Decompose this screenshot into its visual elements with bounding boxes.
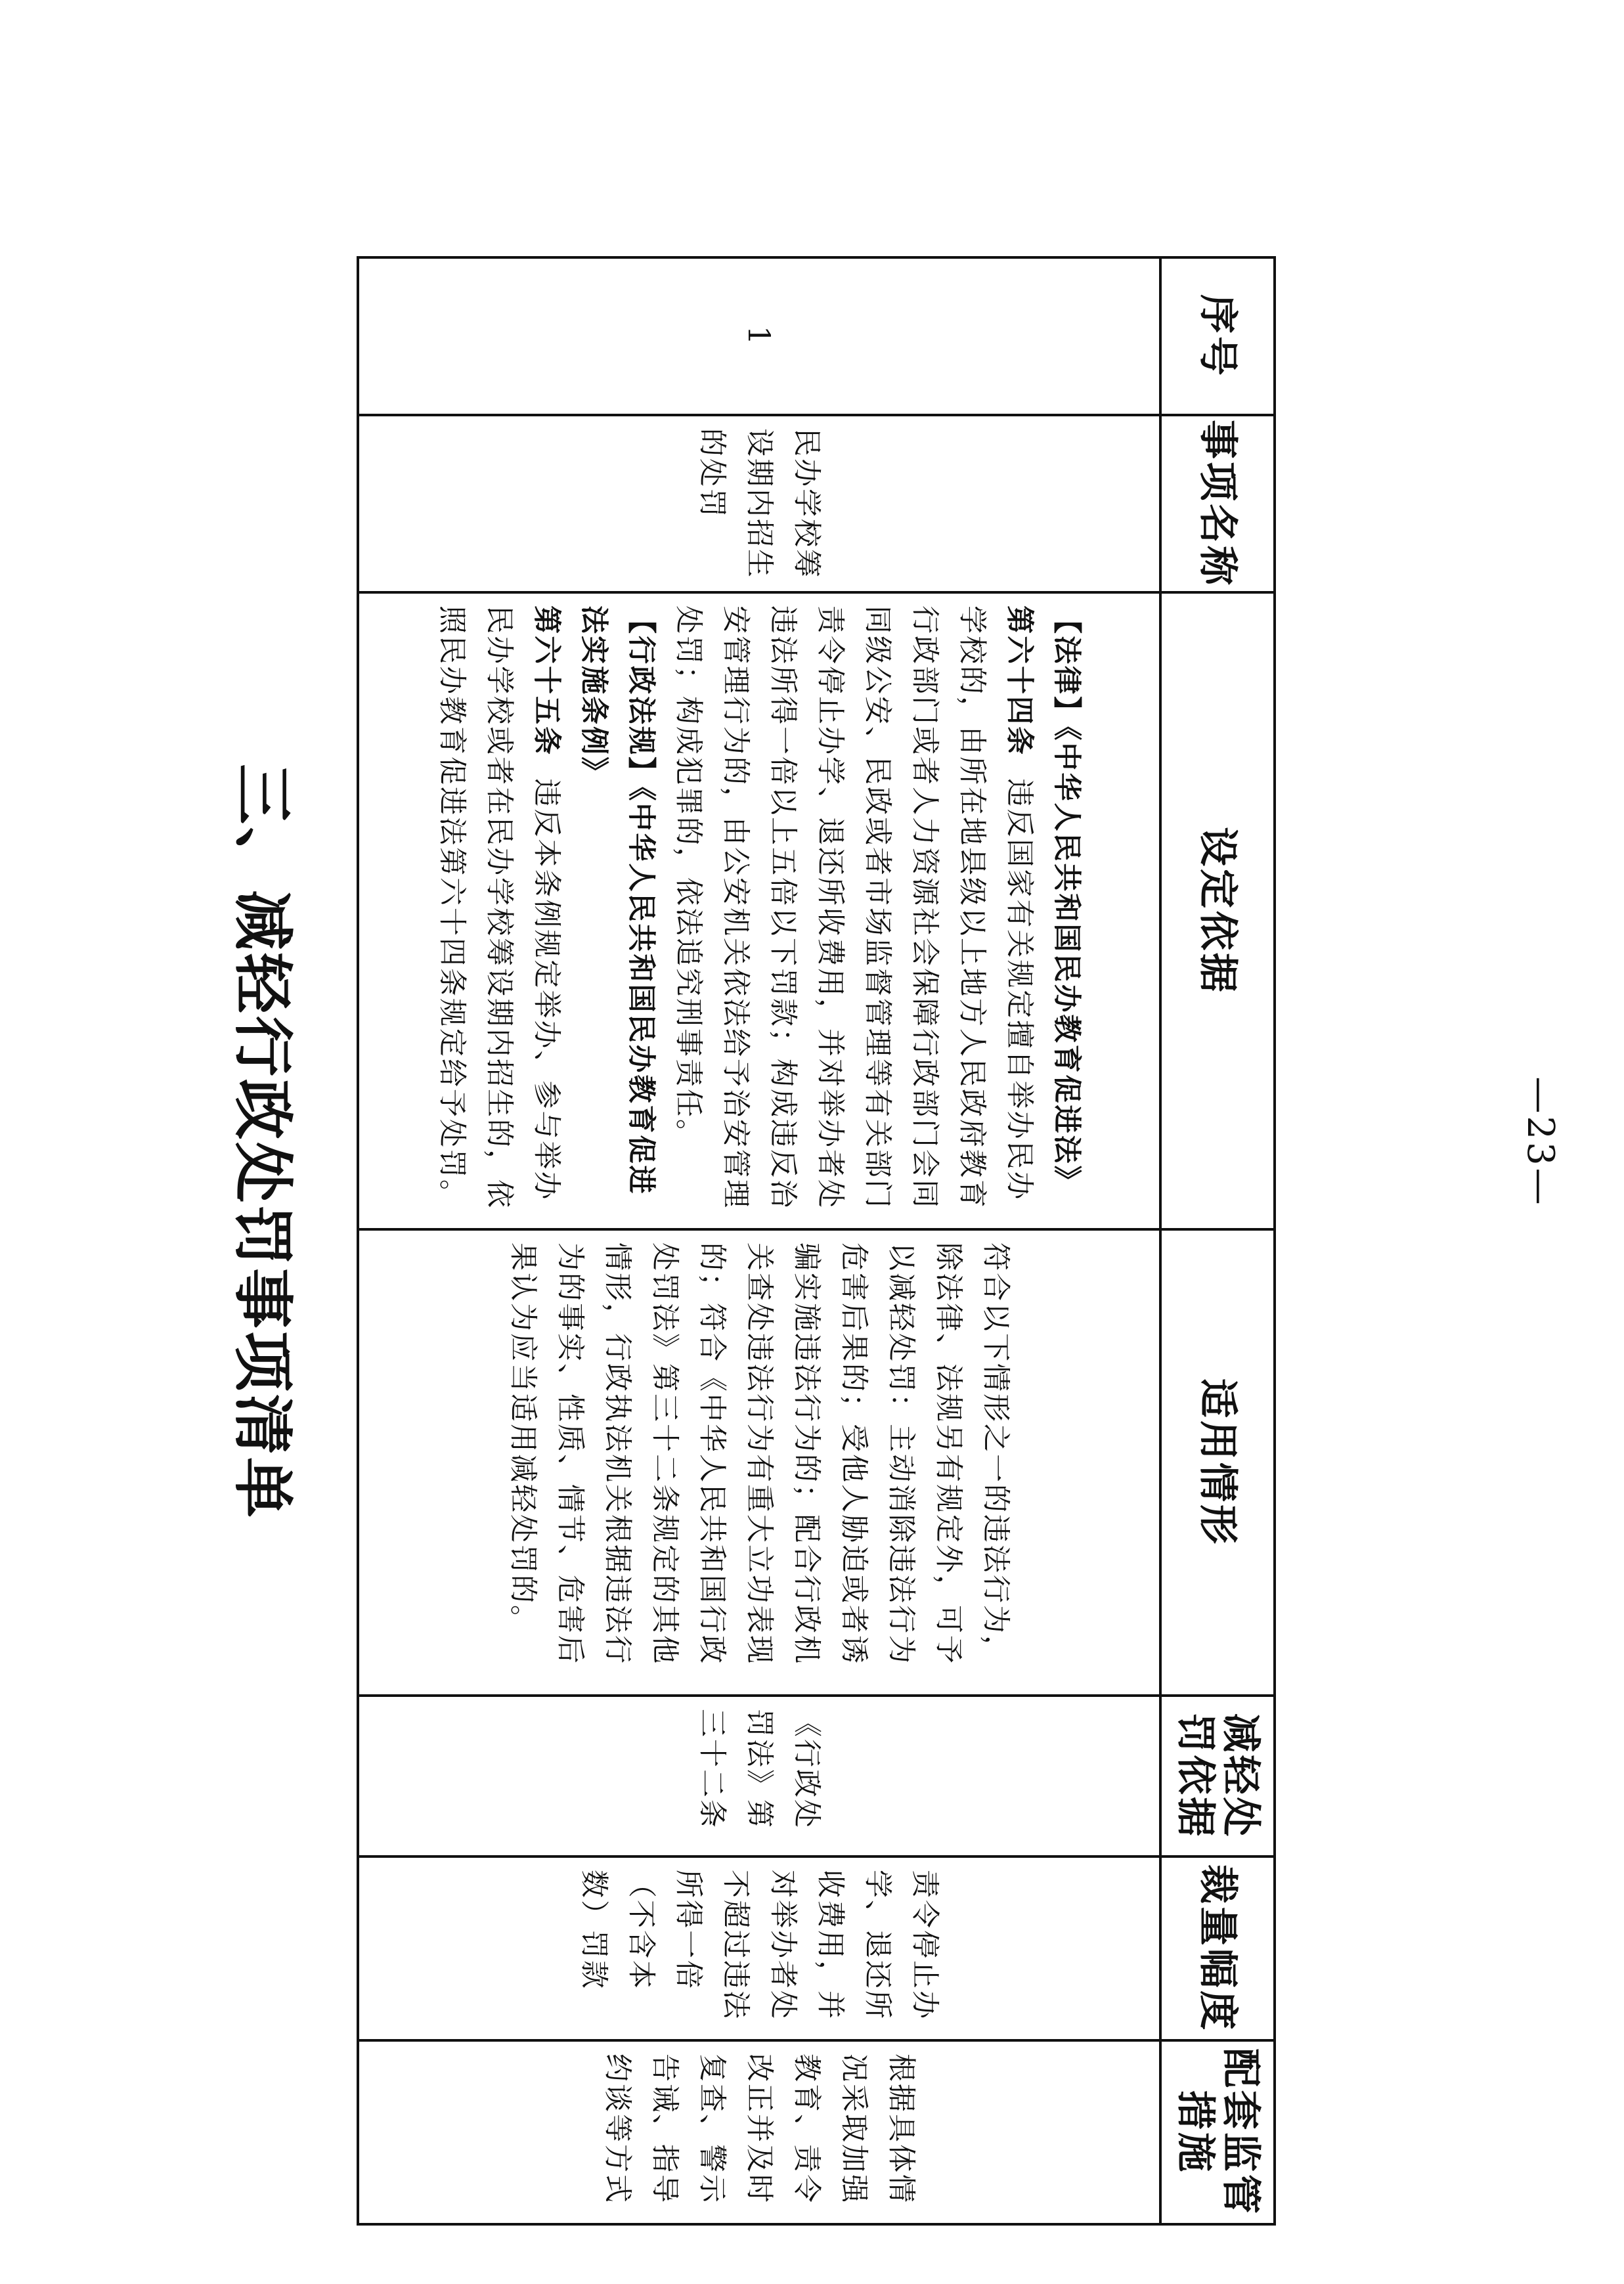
table-row <box>358 257 1160 2224</box>
reduction-basis-text: 《行政处罚法》第三十二条 <box>695 1709 823 1830</box>
cell-measures <box>358 2040 1160 2224</box>
situation-text: 符合以下情形之一的违法行为，除法律、法规另有规定外，可予以减轻处罚：主动消除违法行为危害后果的；受他人胁迫或者诱骗实施违法行为的；配合行政机关查处违法行为有重大立功表现的；符合《中华人民共和国行政处罚法》第三十二条规定的其他情形，行政执法机关根据违法行为的事实、性质、情节、危害后果认为应当适用减轻处罚的。 <box>506 1242 1012 1665</box>
basis-law-title: 《中华人民共和国民办教育促进法》 <box>1050 726 1083 1196</box>
header-measures: 配套监管措施 <box>1160 2040 1275 2224</box>
cell-reduction-basis <box>358 1696 1160 1856</box>
item-name-text: 民办学校筹设期内招生的处罚 <box>695 428 823 579</box>
cell-range <box>358 1856 1160 2040</box>
basis-law-text: 违反国家有关规定擅自举办民办学校的，由所在地县级以上地方人民政府教育行政部门或者人力资源社会保障行政部门会同同级公安、民政或者市场监督管理等有关部门责令停止办学、退还所收费用，并对举办者处违法所得一倍以上五倍以下罚款；构成违反治安管理行为的，由公安机关依法给予治安管理处罚；构成犯罪的，依法追究刑事责任。 <box>672 605 1036 1210</box>
basis-law-article: 第六十四条 <box>1003 605 1036 757</box>
header-seq: 序号 <box>1160 257 1275 415</box>
penalty-table <box>357 256 1276 2226</box>
basis-reg-article: 第六十五条 <box>530 605 563 757</box>
basis-reg-title: 《中华人民共和国民办教育促进法实施条例》 <box>577 605 657 1196</box>
header-range: 裁量幅度 <box>1160 1856 1275 2040</box>
header-reduction-basis: 减轻处罚依据 <box>1160 1696 1275 1856</box>
basis-law-label: 【法律】 <box>1050 605 1083 726</box>
header-basis: 设定依据 <box>1160 592 1275 1229</box>
basis-reg-label: 【行政法规】 <box>625 605 657 787</box>
cell-basis <box>358 592 1160 1229</box>
page-number: —23— <box>1519 1076 1562 1208</box>
cell-item-name <box>358 415 1160 592</box>
cell-seq: 1 <box>358 257 1160 415</box>
basis-reg-text: 违反本条例规定举办、参与举办民办学校或者在民办学校筹设期内招生的，依照民办教育促进法第六十四条规定给予处罚。 <box>435 605 563 1210</box>
header-item-name: 事项名称 <box>1160 415 1275 592</box>
basis-content <box>422 594 1097 1228</box>
page-title: 三、减轻行政处罚事项清单 <box>227 763 297 1520</box>
table-header-row <box>1160 257 1275 2224</box>
cell-situation <box>358 1229 1160 1696</box>
header-situation: 适用情形 <box>1160 1229 1275 1696</box>
measures-text: 根据具体情况采取加强教育、责令改正并及时复查、警示告诫、指导约谈等方式 <box>601 2053 917 2205</box>
range-text: 责令停止办学、退还所收费用，并对举办者处不超过违法所得一倍（不含本数）罚款 <box>577 1870 941 2021</box>
